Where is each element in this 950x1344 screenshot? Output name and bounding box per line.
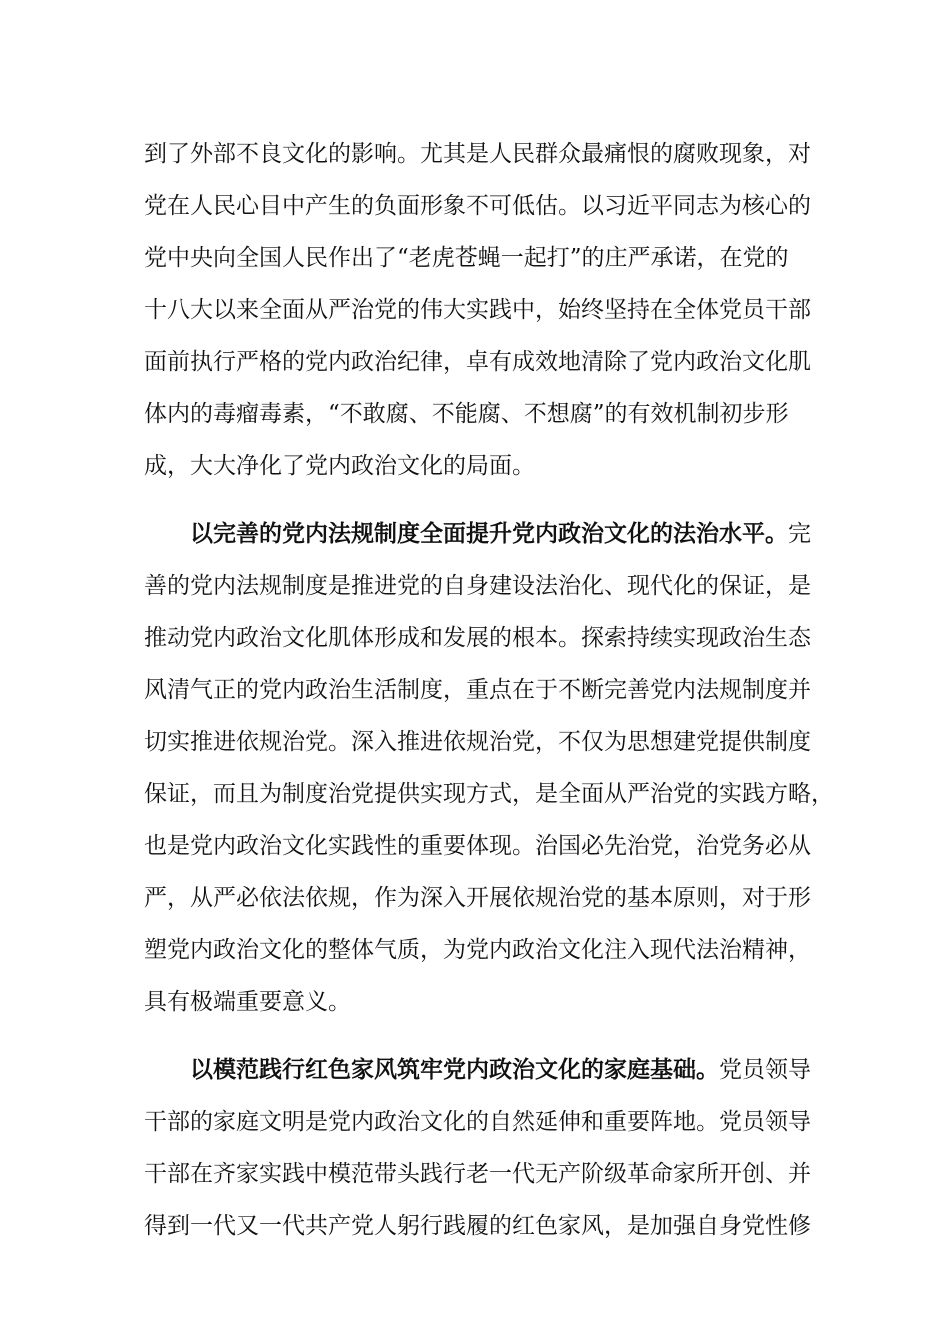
paragraph-2-line-10: 具有极端重要意义。	[144, 989, 351, 1015]
paragraph-1-line-5: 面前执行严格的党内政治纪律，卓有成效地清除了党内政治文化肌	[144, 349, 811, 375]
paragraph-2-line-9: 塑党内政治文化的整体气质，为党内政治文化注入现代法治精神，	[144, 937, 811, 963]
paragraph-1-line-7: 成，大大净化了党内政治文化的局面。	[144, 453, 535, 479]
paragraph-1-line-1: 到了外部不良文化的影响。尤其是人民群众最痛恨的腐败现象，对	[144, 141, 811, 167]
paragraph-1-line-6: 体内的毒瘤毒素，“不敢腐、不能腐、不想腐”的有效机制初步形	[144, 401, 789, 427]
paragraph-2-heading: 以完善的党内法规制度全面提升党内政治文化的法治水平。	[190, 520, 788, 547]
paragraph-1-line-2: 党在人民心目中产生的负面形象不可低估。以习近平同志为核心的	[144, 193, 811, 219]
paragraph-1-line-4: 十八大以来全面从严治党的伟大实践中，始终坚持在全体党员干部	[144, 297, 811, 323]
paragraph-2-line-5: 切实推进依规治党。深入推进依规治党，不仅为思想建党提供制度	[144, 729, 811, 755]
paragraph-3-line-4: 得到一代又一代共产党人躬行践履的红色家风，是加强自身党性修	[144, 1213, 811, 1239]
paragraph-3-heading: 以模范践行红色家风筑牢党内政治文化的家庭基础。	[190, 1056, 719, 1083]
paragraph-2-line-8: 严，从严必依法依规，作为深入开展依规治党的基本原则，对于形	[144, 885, 811, 911]
paragraph-3-line-3: 干部在齐家实践中模范带头践行老一代无产阶级革命家所开创、并	[144, 1161, 811, 1187]
paragraph-2-line-3: 推动党内政治文化肌体形成和发展的根本。探索持续实现政治生态	[144, 625, 811, 651]
paragraph-3-line-2: 干部的家庭文明是党内政治文化的自然延伸和重要阵地。党员领导	[144, 1109, 811, 1135]
paragraph-2-line-2: 善的党内法规制度是推进党的自身建设法治化、现代化的保证，是	[144, 573, 811, 599]
paragraph-2-line-1-rest: 完	[788, 521, 811, 547]
paragraph-3-line-1	[190, 1055, 811, 1085]
paragraph-2-line-1	[190, 519, 811, 549]
paragraph-2-line-4: 风清气正的党内政治生活制度，重点在于不断完善党内法规制度并	[144, 677, 811, 703]
paragraph-3-line-1-rest: 党员领导	[719, 1057, 811, 1083]
paragraph-1-line-3: 党中央向全国人民作出了“老虎苍蝇一起打”的庄严承诺，在党的	[144, 245, 789, 271]
paragraph-2-line-6: 保证，而且为制度治党提供实现方式，是全面从严治党的实践方略，	[144, 781, 834, 807]
paragraph-2-line-7: 也是党内政治文化实践性的重要体现。治国必先治党，治党务必从	[144, 833, 811, 859]
